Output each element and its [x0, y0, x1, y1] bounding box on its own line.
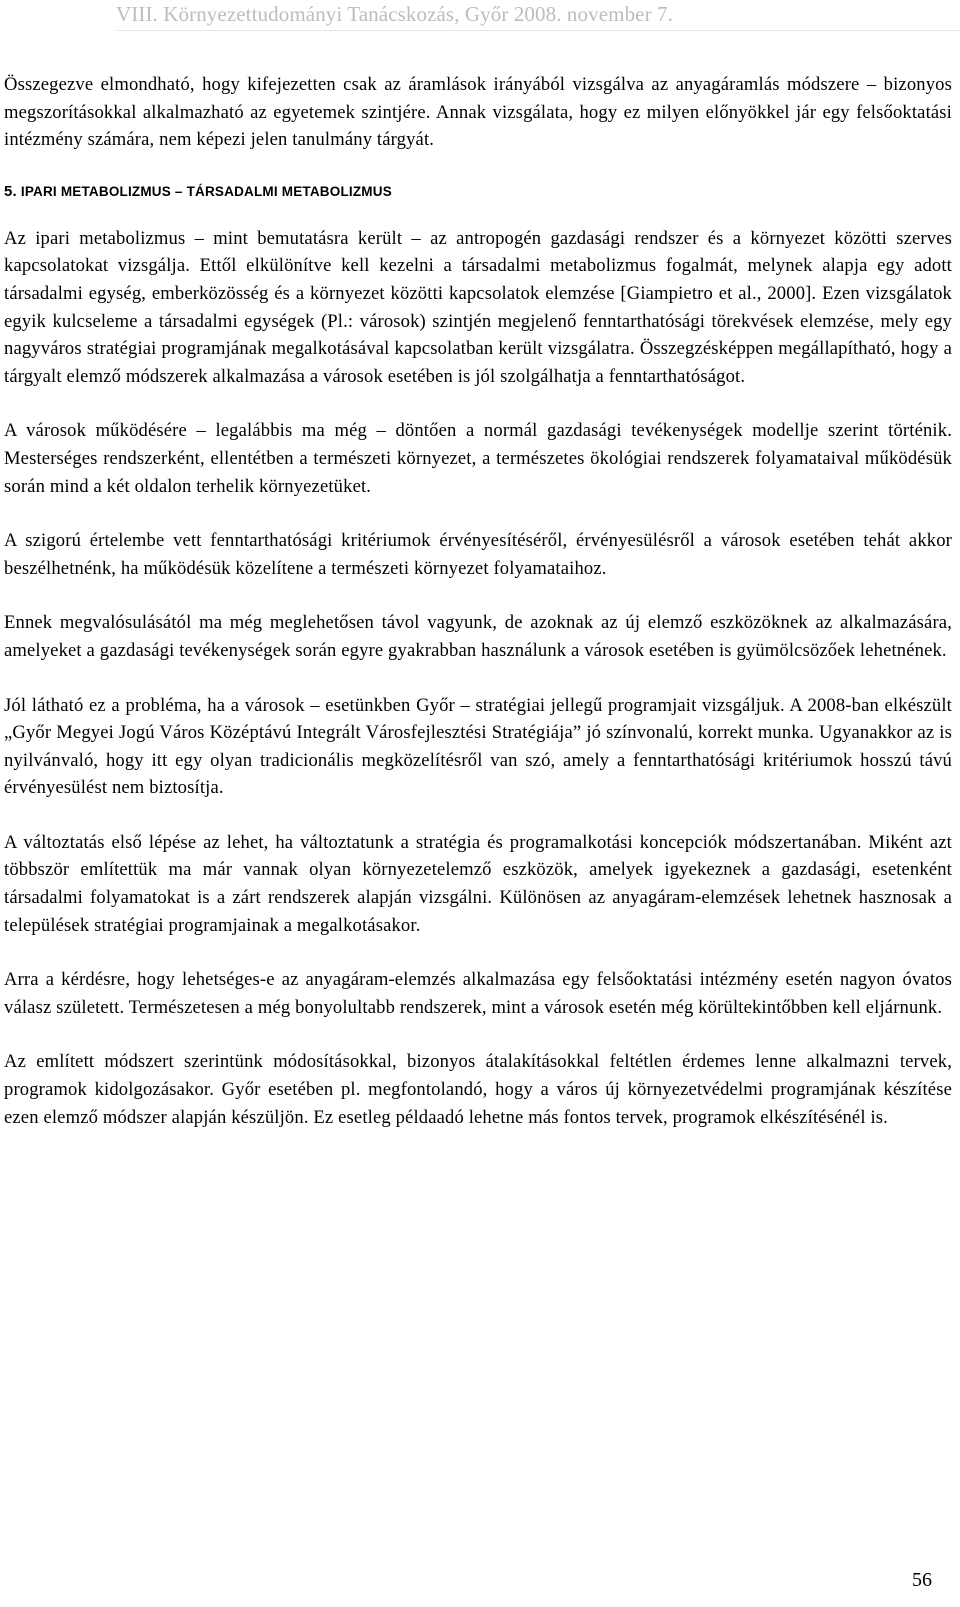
body-paragraph: Arra a kérdésre, hogy lehetséges-e az anyagáram-elemzés alkalmazása egy felsőoktatási intézmény esetén nagyon óvatos válasz született. Természetesen a még bonyolultabb rendszerek, mint a városok esetén még körültekintőbben kell eljárnunk.: [4, 969, 952, 1018]
body-paragraph: Ennek megvalósulásától ma még meglehetősen távol vagyunk, de azoknak az új elemző eszközöknek az alkalmazására, amelyeket a gazdasági tevékenységek során egyre gyakrabban használunk a városok esetében is gyümölcsözőek lehetnének.: [4, 612, 952, 661]
section-heading: [4, 181, 952, 203]
body-paragraph: Jól látható ez a probléma, ha a városok – esetünkben Győr – stratégiai jellegű programjait vizsgáljuk. A 2008-ban elkészült „Győr Megyei Jogú Város Középtávú Integrált Városfejlesztési Stratégiája” jó színvonalú, korrekt munka. Ugyanakkor az is nyilvánvaló, hogy itt egy olyan tradicionális megközelítésről van szó, amely a fenntarthatósági kritériumok hosszú távú érvényesülést nem biztosítja.: [4, 694, 952, 799]
section-number: 5.: [4, 182, 17, 200]
section-title: IPARI METABOLIZMUS – TÁRSADALMI METABOLIZMUS: [20, 183, 392, 199]
body-paragraph: Az ipari metabolizmus – mint bemutatásra került – az antropogén gazdasági rendszer és a környezet közötti szerves kapcsolatokat vizsgálja. Ettől elkülönítve kell kezelni a társadalmi metabolizmus fogalmát, melynek alapja egy adott társadalmi egység, emberközösség és a környezet közötti kapcsolatok elemzése [Giampietro et al., 2000]. Ezen vizsgálatok egyik kulcseleme a társadalmi egységek (Pl.: városok) szintjén megjelenő fenntarthatósági törekvések elemzése, mely egy nagyváros stratégiai programjának megalkotásával kapcsolatban került vizsgálatra. Összegzésképpen megállapítható, hogy a tárgyalt elemző módszerek alkalmazása a városok esetében is jól szolgálhatja a fenntarthatóságot.: [4, 227, 952, 387]
body-paragraph: A városok működésére – legalábbis ma még – döntően a normál gazdasági tevékenységek modellje szerint történik. Mesterséges rendszerként, ellentétben a természeti környezet, a természetes ökológiai rendszerek folyamataival működésük során mind a két oldalon terhelik környezetüket.: [4, 420, 952, 497]
page-number: 56: [912, 1569, 932, 1591]
page-body: [4, 71, 952, 1158]
running-header: VIII. Környezettudományi Tanácskozás, Győr 2008. november 7.: [116, 0, 960, 31]
body-paragraph: Az említett módszert szerintünk módosításokkal, bizonyos átalakításokkal feltétlen érdemes lenne alkalmazni tervek, programok kidolgozásakor. Győr esetében pl. megfontolandó, hogy a város új környezetvédelmi programjának készítése ezen elemző módszer alapján készüljön. Ez esetleg példaadó lehetne más fontos tervek, programok elkészítésénél is.: [4, 1051, 952, 1128]
intro-paragraph: Összegezve elmondható, hogy kifejezetten csak az áramlások irányából vizsgálva az anyagáramlás módszere – bizonyos megszorításokkal alkalmazható az egyetemek szintjére. Annak vizsgálata, hogy ez milyen előnyökkel jár egy felsőoktatási intézmény számára, nem képezi jelen tanulmány tárgyát.: [4, 74, 952, 151]
body-paragraph: A szigorú értelembe vett fenntarthatósági kritériumok érvényesítéséről, érvényesülésről a városok esetében tehát akkor beszélhetnénk, ha működésük közelítene a természeti környezet folyamataihoz.: [4, 530, 952, 579]
body-paragraph: A változtatás első lépése az lehet, ha változtatunk a stratégia és programalkotási koncepciók módszertanában. Miként azt többször említettük ma már vannak olyan környezetelemző eszközök, amelyek igyekeznek a gazdasági, esetenként társadalmi folyamatokat is a zárt rendszerek alapján vizsgálni. Különösen az anyagáram-elemzések lehetnek hasznosak a települések stratégiai programjainak a megalkotásakor.: [4, 831, 952, 936]
